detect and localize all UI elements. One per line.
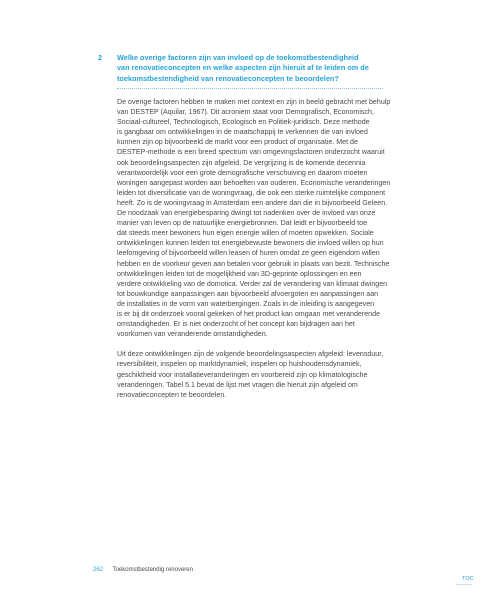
question-text [117,53,388,84]
text-line: leiden tot diversificatie van de woningvraag, die ook een sterke ruimtelijke component [117,188,386,197]
text-line: Sociaal-cultureel, Technologisch, Ecologisch en Politiek-juridisch. Deze methode [117,118,370,127]
page-footer [93,567,193,573]
question-line: toekomstbestendigheid van renovatieconcepten te beoordelen? [117,73,339,83]
question-line: van renovatieconcepten en welke aspecten zijn hieruit af te leiden om de [117,63,369,73]
text-line: Uit deze ontwikkelingen zijn de volgende beoordelingsaspecten afgeleid: levensduur, [117,350,384,359]
text-line: ontwikkelingen leiden tot de mogelijkheid van 3D-geprinte oplossingen en een [117,269,362,278]
text-line: heeft. Zo is de woningvraag in Amsterdam een andere dan die in bijvoorbeeld Geleen. [117,198,388,207]
text-line: verantwoordelijk voor een grote demografische verschuiving en daarom moeten [117,168,368,177]
paragraph-1 [117,97,391,339]
text-line: manier van leven op de natuurlijke energiebronnen. Dat leidt er bijvoorbeeld toe [117,219,368,228]
text-line: de installaties in de vorm van waterbergingen. Zoals in de inleiding is aangegeven [117,299,375,308]
toc-underline [456,584,472,585]
text-line: omstandigheden. Er is niet onderzocht of het concept kan bijdragen aan het [117,320,355,329]
body-text [117,97,391,410]
text-line: is gangbaar om ontwikkelingen in de maatschappij te verkennen die van invloed [117,128,368,137]
text-line: kunnen zijn op bijvoorbeeld de markt voor een product of organisatie. Met de [117,138,358,147]
text-line: ook beoordelingsaspecten zijn afgeleid. De vergrijzing is de komende decennia [117,158,366,167]
text-line: reversibiliteit, inspelen op marktdynamiek, inspelen op huishoudensdynamiek, [117,360,362,369]
text-line: De overige factoren hebben te maken met context en zijn in beeld gebracht met behulp [117,98,391,106]
question-line: Welke overige factoren zijn van invloed op de toekomstbestendigheid [117,53,359,62]
text-line: tot bouwkundige aanpassingen aan bijvoorbeeld afvoergoten en aanpassingen aan [117,289,379,298]
text-line: geschiktheid voor installatieveranderingen en voorbereid zijn op klimatologische [117,370,368,379]
text-line: woningen aangepast worden aan behoeften van ouderen. Economische veranderingen [117,178,391,187]
text-line: leefomgeving of bijvoorbeeld willen leasen of huren omdat ze geen eigendom willen [117,249,380,258]
text-line: veranderingen. Tabel 5.1 bevat de lijst met vragen die hieruit zijn afgeleid om [117,380,358,389]
running-title: Toekomstbestendig renoveren [112,567,193,573]
toc-link[interactable]: TOC [462,576,474,582]
text-line: hebben en de voorkeur geven aan betalen voor gebruik in plaats van bezit. Technische [117,259,390,268]
text-line: DESTEP-methode is een breed spectrum van omgevingsfactoren onderzocht waaruit [117,148,385,157]
text-line: verdere ontwikkeling van de domotica. Verder zal de verandering van klimaat dwingen [117,279,388,288]
text-line: is er bij dit onderzoek vooral gekeken of het product kan omgaan met veranderende [117,309,381,318]
text-line: De noodzaak van energiebesparing dwingt tot nadenken over de invloed van onze [117,209,376,218]
text-line: renovatieconcepten te beoordelen. [117,390,227,399]
research-question [98,53,388,84]
question-number: 2 [98,53,103,62]
text-line: dat steeds meer bewoners hun eigen energie willen of moeten opwekken. Sociale [117,229,374,238]
text-line: voorkomen van veranderende omstandigheden. [117,330,268,339]
text-line: van DESTEP (Aquilar, 1967). Dit acroniem staat voor Demografisch, Economisch, [117,108,374,117]
page-number: 262 [93,567,104,573]
question-divider [117,88,383,89]
text-line: ontwikkelingen kunnen leiden tot energiebewuste bewoners die invloed willen op hun [117,239,384,248]
paragraph-2 [117,349,385,399]
